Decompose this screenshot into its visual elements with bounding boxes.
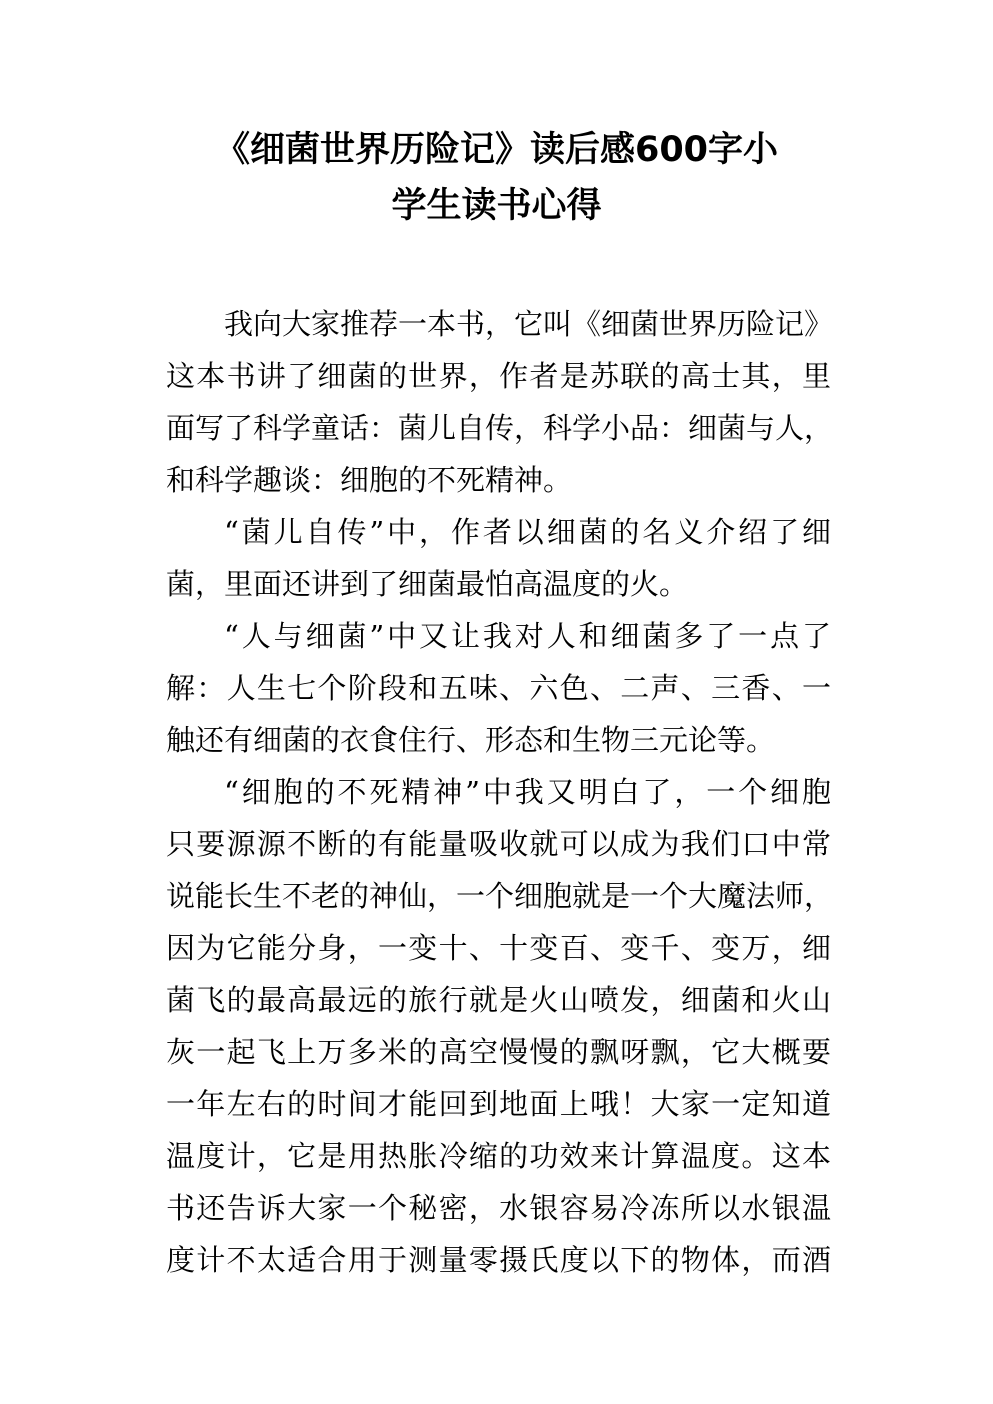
text-line: “菌儿自传”中，作者以细菌的名义介绍了细 <box>224 515 831 549</box>
text-line: 说能长生不老的神仙，一个细胞就是一个大魔法师， <box>166 879 834 913</box>
text-line: 触还有细菌的衣食住行、形态和生物三元论等。 <box>166 723 776 757</box>
text-line: 菌，里面还讲到了细菌最怕高温度的火。 <box>166 567 689 601</box>
text-line: 因为它能分身，一变十、十变百、变千、变万，细 <box>166 931 831 965</box>
paragraph-1 <box>166 298 834 506</box>
text-line: 灰一起飞上万多米的高空慢慢的飘呀飘，它大概要 <box>166 1035 831 1069</box>
text-line: 这本书讲了细菌的世界，作者是苏联的高士其，里 <box>166 359 831 393</box>
text-line: 菌飞的最高最远的旅行就是火山喷发，细菌和火山 <box>166 983 831 1017</box>
title-line-1: 《细菌世界历险记》读后感600字小 <box>214 130 779 170</box>
text-line: 一年左右的时间才能回到地面上哦！大家一定知道 <box>166 1087 831 1121</box>
paragraph-2 <box>166 506 831 610</box>
text-line: 我向大家推荐一本书，它叫《细菌世界历险记》 <box>224 307 834 341</box>
text-line: 书还告诉大家一个秘密，水银容易冷冻所以水银温 <box>166 1191 831 1225</box>
text-line: 只要源源不断的有能量吸收就可以成为我们口中常 <box>166 827 831 861</box>
document-body <box>166 298 834 1286</box>
text-line: 温度计，它是用热胀冷缩的功效来计算温度。这本 <box>166 1139 831 1173</box>
document-title <box>0 122 993 234</box>
text-line: 和科学趣谈：细胞的不死精神。 <box>166 463 573 497</box>
text-line: 解：人生七个阶段和五味、六色、二声、三香、一 <box>166 671 831 705</box>
text-line: “人与细菌”中又让我对人和细菌多了一点了 <box>224 619 831 653</box>
paragraph-4 <box>166 766 834 1286</box>
text-line: 面写了科学童话：菌儿自传，科学小品：细菌与人， <box>166 411 834 445</box>
text-line: “细胞的不死精神”中我又明白了，一个细胞 <box>224 775 831 809</box>
paragraph-3 <box>166 610 831 766</box>
title-line-2: 学生读书心得 <box>391 186 602 226</box>
text-line: 度计不太适合用于测量零摄氏度以下的物体，而酒 <box>166 1243 831 1277</box>
